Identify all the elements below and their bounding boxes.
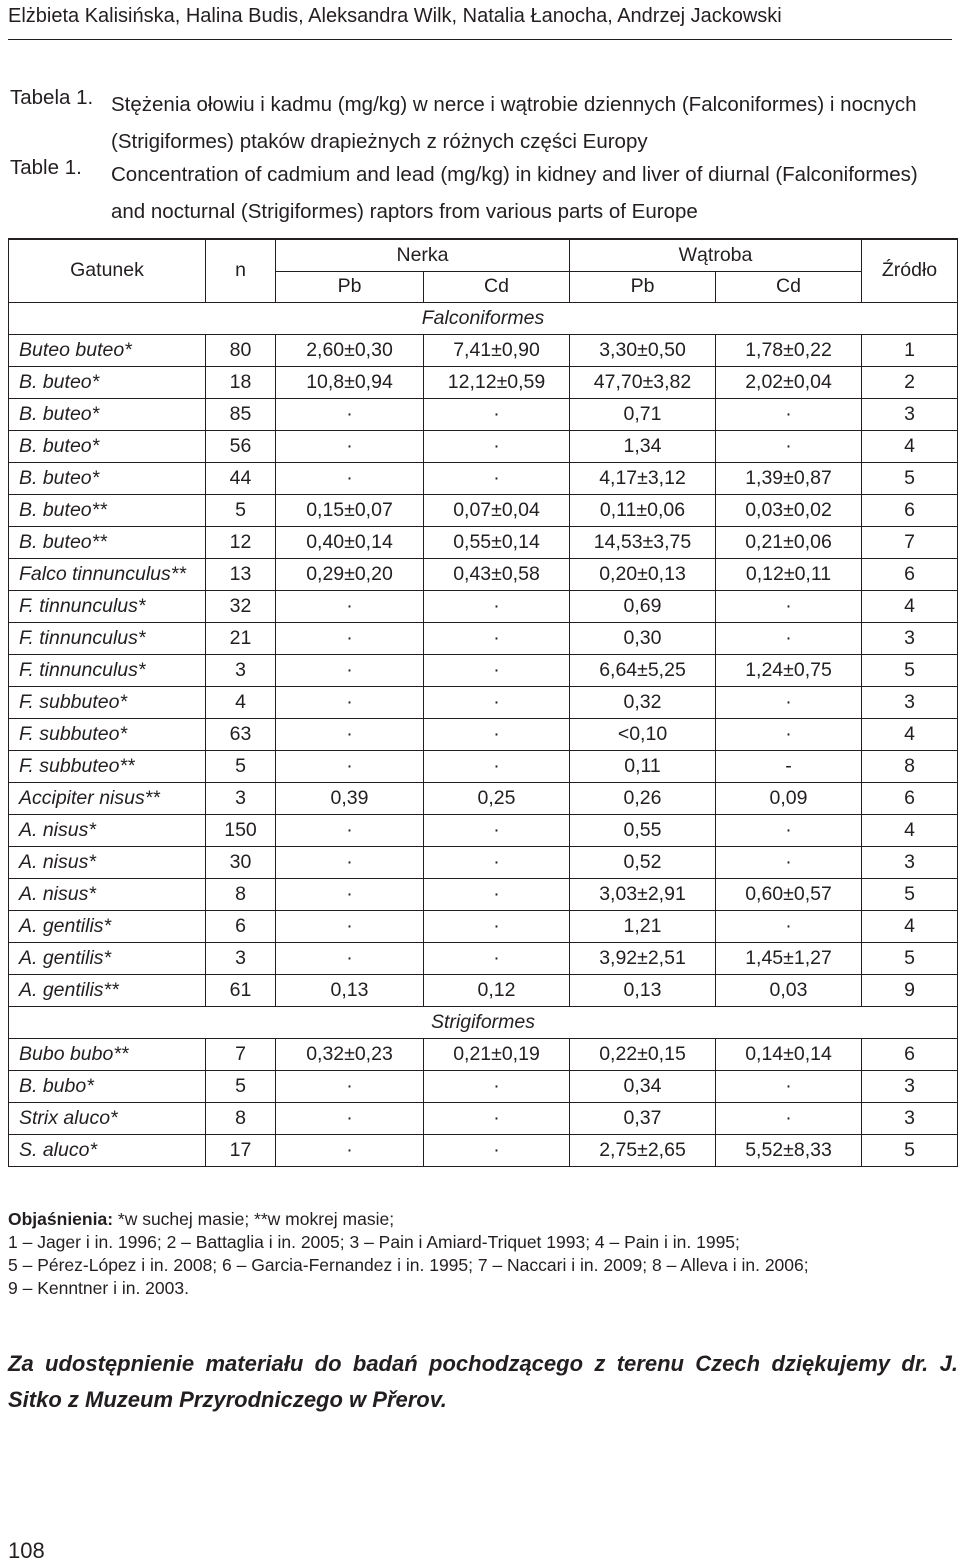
- cell-liver-pb: 0,11±0,06: [570, 494, 716, 526]
- cell-liver-pb: 47,70±3,82: [570, 366, 716, 398]
- cell-n: 44: [206, 462, 276, 494]
- cell-liver-pb: 0,22±0,15: [570, 1038, 716, 1070]
- cell-species: B. buteo*: [9, 398, 206, 430]
- table-row: [9, 1134, 958, 1166]
- cell-n: 4: [206, 686, 276, 718]
- cell-source: 6: [862, 494, 958, 526]
- cell-kidney-pb: 0,13: [276, 974, 424, 1006]
- cell-species: B. buteo**: [9, 526, 206, 558]
- cell-species: A. nisus*: [9, 878, 206, 910]
- table-row: [9, 366, 958, 398]
- cell-source: 8: [862, 750, 958, 782]
- cell-liver-pb: 14,53±3,75: [570, 526, 716, 558]
- table-row: [9, 782, 958, 814]
- table-row: [9, 526, 958, 558]
- cell-species: Falco tinnunculus**: [9, 558, 206, 590]
- cell-liver-pb: 0,34: [570, 1070, 716, 1102]
- cell-liver-pb: 3,92±2,51: [570, 942, 716, 974]
- cell-kidney-cd: 0,21±0,19: [424, 1038, 570, 1070]
- section-row: [9, 302, 958, 334]
- cell-liver-pb: 0,32: [570, 686, 716, 718]
- cell-n: 3: [206, 942, 276, 974]
- table-row: [9, 1038, 958, 1070]
- cell-liver-cd: 0,03±0,02: [716, 494, 862, 526]
- cell-kidney-cd: 0,25: [424, 782, 570, 814]
- table-body: [9, 302, 958, 1166]
- cell-kidney-cd: 0,43±0,58: [424, 558, 570, 590]
- cell-source: 5: [862, 942, 958, 974]
- cell-n: 7: [206, 1038, 276, 1070]
- caption-polish-text: Stężenia ołowiu i kadmu (mg/kg) w nerce i wątrobie dziennych (Falconiformes) i nocnych (Strigiformes) ptaków drapieżnych z różnych części Europy: [111, 93, 917, 153]
- cell-liver-cd: 1,24±0,75: [716, 654, 862, 686]
- cell-kidney-pb: ·: [276, 1070, 424, 1102]
- cell-kidney-pb: 10,8±0,94: [276, 366, 424, 398]
- cell-n: 6: [206, 910, 276, 942]
- cell-species: Accipiter nisus**: [9, 782, 206, 814]
- cell-kidney-pb: ·: [276, 750, 424, 782]
- cell-kidney-pb: 0,40±0,14: [276, 526, 424, 558]
- table-row: [9, 1070, 958, 1102]
- cell-kidney-pb: ·: [276, 1134, 424, 1166]
- cell-source: 4: [862, 814, 958, 846]
- cell-n: 3: [206, 654, 276, 686]
- table-row: [9, 462, 958, 494]
- cell-n: 30: [206, 846, 276, 878]
- notes-line-3: 5 – Pérez-López i in. 2008; 6 – Garcia-Fernandez i in. 1995; 7 – Naccari i in. 2009; 8 – Alleva i in. 2006;: [8, 1255, 809, 1275]
- header-kidney-cd: Cd: [424, 271, 570, 302]
- cell-liver-pb: 1,34: [570, 430, 716, 462]
- header-liver-pb: Pb: [570, 271, 716, 302]
- cell-liver-cd: 0,14±0,14: [716, 1038, 862, 1070]
- cell-liver-cd: 0,21±0,06: [716, 526, 862, 558]
- cell-liver-pb: 0,13: [570, 974, 716, 1006]
- cell-source: 3: [862, 1070, 958, 1102]
- cell-liver-cd: 1,78±0,22: [716, 334, 862, 366]
- cell-species: F. tinnunculus*: [9, 654, 206, 686]
- cell-liver-pb: 0,26: [570, 782, 716, 814]
- table-header-row: [9, 239, 958, 271]
- cell-kidney-cd: ·: [424, 590, 570, 622]
- caption-polish-label: Tabela 1.: [10, 86, 94, 109]
- header-source: Źródło: [862, 239, 958, 302]
- section-title: Strigiformes: [9, 1006, 958, 1038]
- cell-kidney-pb: ·: [276, 846, 424, 878]
- cell-kidney-cd: ·: [424, 398, 570, 430]
- cell-n: 80: [206, 334, 276, 366]
- cell-species: F. subbuteo*: [9, 718, 206, 750]
- cell-liver-cd: 1,39±0,87: [716, 462, 862, 494]
- cell-n: 18: [206, 366, 276, 398]
- cell-liver-pb: 0,52: [570, 846, 716, 878]
- cell-kidney-cd: ·: [424, 1070, 570, 1102]
- cell-kidney-pb: ·: [276, 430, 424, 462]
- cell-n: 3: [206, 782, 276, 814]
- cell-kidney-cd: 0,12: [424, 974, 570, 1006]
- cell-source: 4: [862, 590, 958, 622]
- cell-species: S. aluco*: [9, 1134, 206, 1166]
- cell-kidney-cd: ·: [424, 942, 570, 974]
- cell-kidney-cd: ·: [424, 1134, 570, 1166]
- section-title: Falconiformes: [9, 302, 958, 334]
- cell-liver-cd: 0,60±0,57: [716, 878, 862, 910]
- cell-species: A. nisus*: [9, 846, 206, 878]
- cell-kidney-pb: ·: [276, 686, 424, 718]
- cell-n: 5: [206, 494, 276, 526]
- cell-liver-cd: ·: [716, 398, 862, 430]
- cell-source: 6: [862, 558, 958, 590]
- cell-kidney-cd: ·: [424, 462, 570, 494]
- cell-n: 13: [206, 558, 276, 590]
- cell-kidney-pb: ·: [276, 814, 424, 846]
- cell-n: 61: [206, 974, 276, 1006]
- cell-kidney-pb: ·: [276, 462, 424, 494]
- table-row: [9, 622, 958, 654]
- caption-polish: [10, 86, 956, 160]
- cell-species: A. gentilis*: [9, 942, 206, 974]
- cell-liver-pb: 0,30: [570, 622, 716, 654]
- cell-liver-cd: ·: [716, 814, 862, 846]
- cell-n: 12: [206, 526, 276, 558]
- header-authors: Elżbieta Kalisińska, Halina Budis, Aleksandra Wilk, Natalia Łanocha, Andrzej Jackowski: [8, 5, 782, 27]
- header-liver: Wątroba: [570, 239, 862, 271]
- cell-source: 5: [862, 1134, 958, 1166]
- cell-species: F. tinnunculus*: [9, 622, 206, 654]
- cell-liver-pb: 0,69: [570, 590, 716, 622]
- notes-line-2: 1 – Jager i in. 1996; 2 – Battaglia i in. 2005; 3 – Pain i Amiard-Triquet 1993; 4 – Pain i in. 1995;: [8, 1232, 740, 1252]
- cell-liver-cd: ·: [716, 1070, 862, 1102]
- data-table: [8, 238, 958, 1167]
- cell-species: F. subbuteo*: [9, 686, 206, 718]
- cell-kidney-pb: 0,15±0,07: [276, 494, 424, 526]
- caption-english-label: Table 1.: [10, 156, 82, 179]
- cell-n: 63: [206, 718, 276, 750]
- cell-species: F. tinnunculus*: [9, 590, 206, 622]
- cell-liver-pb: 3,03±2,91: [570, 878, 716, 910]
- cell-liver-pb: <0,10: [570, 718, 716, 750]
- cell-liver-pb: 1,21: [570, 910, 716, 942]
- cell-species: B. buteo**: [9, 494, 206, 526]
- cell-source: 3: [862, 398, 958, 430]
- cell-kidney-cd: ·: [424, 846, 570, 878]
- cell-liver-cd: -: [716, 750, 862, 782]
- notes-units: *w suchej masie; **w mokrej masie;: [113, 1209, 395, 1229]
- cell-n: 17: [206, 1134, 276, 1166]
- cell-kidney-pb: ·: [276, 398, 424, 430]
- table-row: [9, 590, 958, 622]
- cell-liver-cd: 0,03: [716, 974, 862, 1006]
- header-species: Gatunek: [9, 239, 206, 302]
- cell-species: B. buteo*: [9, 366, 206, 398]
- table-row: [9, 398, 958, 430]
- cell-source: 1: [862, 334, 958, 366]
- cell-kidney-pb: ·: [276, 1102, 424, 1134]
- cell-species: A. gentilis*: [9, 910, 206, 942]
- notes-line-1: [8, 1208, 954, 1231]
- cell-liver-pb: 0,11: [570, 750, 716, 782]
- cell-kidney-cd: ·: [424, 750, 570, 782]
- cell-liver-cd: ·: [716, 910, 862, 942]
- table-row: [9, 334, 958, 366]
- cell-source: 4: [862, 910, 958, 942]
- cell-n: 32: [206, 590, 276, 622]
- cell-liver-cd: ·: [716, 686, 862, 718]
- cell-source: 3: [862, 1102, 958, 1134]
- cell-n: 8: [206, 878, 276, 910]
- table-row: [9, 654, 958, 686]
- cell-n: 150: [206, 814, 276, 846]
- cell-n: 21: [206, 622, 276, 654]
- cell-species: F. subbuteo**: [9, 750, 206, 782]
- cell-source: 6: [862, 1038, 958, 1070]
- cell-species: Buteo buteo*: [9, 334, 206, 366]
- cell-liver-pb: 2,75±2,65: [570, 1134, 716, 1166]
- cell-liver-cd: ·: [716, 622, 862, 654]
- table-row: [9, 1102, 958, 1134]
- table-row: [9, 558, 958, 590]
- cell-liver-cd: 2,02±0,04: [716, 366, 862, 398]
- cell-n: 5: [206, 1070, 276, 1102]
- cell-species: B. buteo*: [9, 430, 206, 462]
- cell-liver-cd: ·: [716, 718, 862, 750]
- cell-kidney-cd: ·: [424, 910, 570, 942]
- acknowledgment: Za udostępnienie materiału do badań pochodzącego z terenu Czech dziękujemy dr. J. Sitko z Muzeum Przyrodniczego w Přerov.: [8, 1351, 958, 1412]
- table-notes: [8, 1208, 954, 1300]
- cell-kidney-pb: ·: [276, 942, 424, 974]
- cell-n: 5: [206, 750, 276, 782]
- cell-n: 8: [206, 1102, 276, 1134]
- cell-source: 5: [862, 654, 958, 686]
- cell-kidney-pb: 0,29±0,20: [276, 558, 424, 590]
- notes-label: Objaśnienia:: [8, 1209, 114, 1229]
- cell-kidney-pb: 2,60±0,30: [276, 334, 424, 366]
- running-header: [8, 0, 952, 40]
- table-row: [9, 974, 958, 1006]
- cell-liver-pb: 0,71: [570, 398, 716, 430]
- cell-source: 3: [862, 622, 958, 654]
- cell-kidney-cd: ·: [424, 718, 570, 750]
- cell-kidney-cd: ·: [424, 654, 570, 686]
- cell-kidney-pb: ·: [276, 590, 424, 622]
- cell-liver-cd: 0,09: [716, 782, 862, 814]
- cell-kidney-pb: ·: [276, 718, 424, 750]
- cell-kidney-cd: 7,41±0,90: [424, 334, 570, 366]
- table-row: [9, 942, 958, 974]
- table-row: [9, 878, 958, 910]
- section-row: [9, 1006, 958, 1038]
- cell-source: 7: [862, 526, 958, 558]
- cell-source: 5: [862, 878, 958, 910]
- cell-liver-cd: ·: [716, 590, 862, 622]
- cell-liver-pb: 4,17±3,12: [570, 462, 716, 494]
- cell-liver-cd: 0,12±0,11: [716, 558, 862, 590]
- cell-kidney-cd: ·: [424, 878, 570, 910]
- table-row: [9, 430, 958, 462]
- cell-kidney-cd: 0,55±0,14: [424, 526, 570, 558]
- cell-liver-pb: 0,37: [570, 1102, 716, 1134]
- header-kidney-pb: Pb: [276, 271, 424, 302]
- cell-kidney-cd: ·: [424, 1102, 570, 1134]
- cell-kidney-cd: ·: [424, 622, 570, 654]
- cell-liver-cd: 5,52±8,33: [716, 1134, 862, 1166]
- header-n: n: [206, 239, 276, 302]
- cell-species: A. gentilis**: [9, 974, 206, 1006]
- cell-source: 9: [862, 974, 958, 1006]
- cell-species: A. nisus*: [9, 814, 206, 846]
- cell-liver-cd: ·: [716, 430, 862, 462]
- cell-n: 85: [206, 398, 276, 430]
- cell-kidney-pb: ·: [276, 878, 424, 910]
- cell-source: 5: [862, 462, 958, 494]
- cell-liver-cd: ·: [716, 1102, 862, 1134]
- cell-kidney-cd: 0,07±0,04: [424, 494, 570, 526]
- cell-kidney-pb: 0,32±0,23: [276, 1038, 424, 1070]
- header-liver-cd: Cd: [716, 271, 862, 302]
- table-row: [9, 910, 958, 942]
- caption-english-text: Concentration of cadmium and lead (mg/kg) in kidney and liver of diurnal (Falconiformes) and nocturnal (Strigiformes) raptors from various parts of Europe: [111, 163, 918, 223]
- cell-kidney-cd: 12,12±0,59: [424, 366, 570, 398]
- cell-liver-pb: 6,64±5,25: [570, 654, 716, 686]
- header-kidney: Nerka: [276, 239, 570, 271]
- cell-species: Strix aluco*: [9, 1102, 206, 1134]
- cell-species: Bubo bubo**: [9, 1038, 206, 1070]
- cell-liver-cd: 1,45±1,27: [716, 942, 862, 974]
- cell-kidney-cd: ·: [424, 814, 570, 846]
- cell-liver-cd: ·: [716, 846, 862, 878]
- table-row: [9, 814, 958, 846]
- cell-liver-pb: 0,55: [570, 814, 716, 846]
- cell-source: 3: [862, 846, 958, 878]
- cell-source: 2: [862, 366, 958, 398]
- cell-liver-pb: 3,30±0,50: [570, 334, 716, 366]
- cell-kidney-pb: 0,39: [276, 782, 424, 814]
- table-row: [9, 750, 958, 782]
- table-row: [9, 846, 958, 878]
- cell-kidney-cd: ·: [424, 686, 570, 718]
- cell-kidney-cd: ·: [424, 430, 570, 462]
- table-row: [9, 494, 958, 526]
- table-row: [9, 718, 958, 750]
- cell-source: 6: [862, 782, 958, 814]
- cell-kidney-pb: ·: [276, 622, 424, 654]
- caption-english: [10, 156, 956, 230]
- cell-source: 4: [862, 718, 958, 750]
- page-number: 108: [8, 1538, 45, 1563]
- cell-liver-pb: 0,20±0,13: [570, 558, 716, 590]
- cell-source: 3: [862, 686, 958, 718]
- cell-species: B. buteo*: [9, 462, 206, 494]
- notes-line-4: 9 – Kenntner i in. 2003.: [8, 1278, 189, 1298]
- cell-kidney-pb: ·: [276, 910, 424, 942]
- cell-kidney-pb: ·: [276, 654, 424, 686]
- table-row: [9, 686, 958, 718]
- cell-species: B. bubo*: [9, 1070, 206, 1102]
- cell-source: 4: [862, 430, 958, 462]
- cell-n: 56: [206, 430, 276, 462]
